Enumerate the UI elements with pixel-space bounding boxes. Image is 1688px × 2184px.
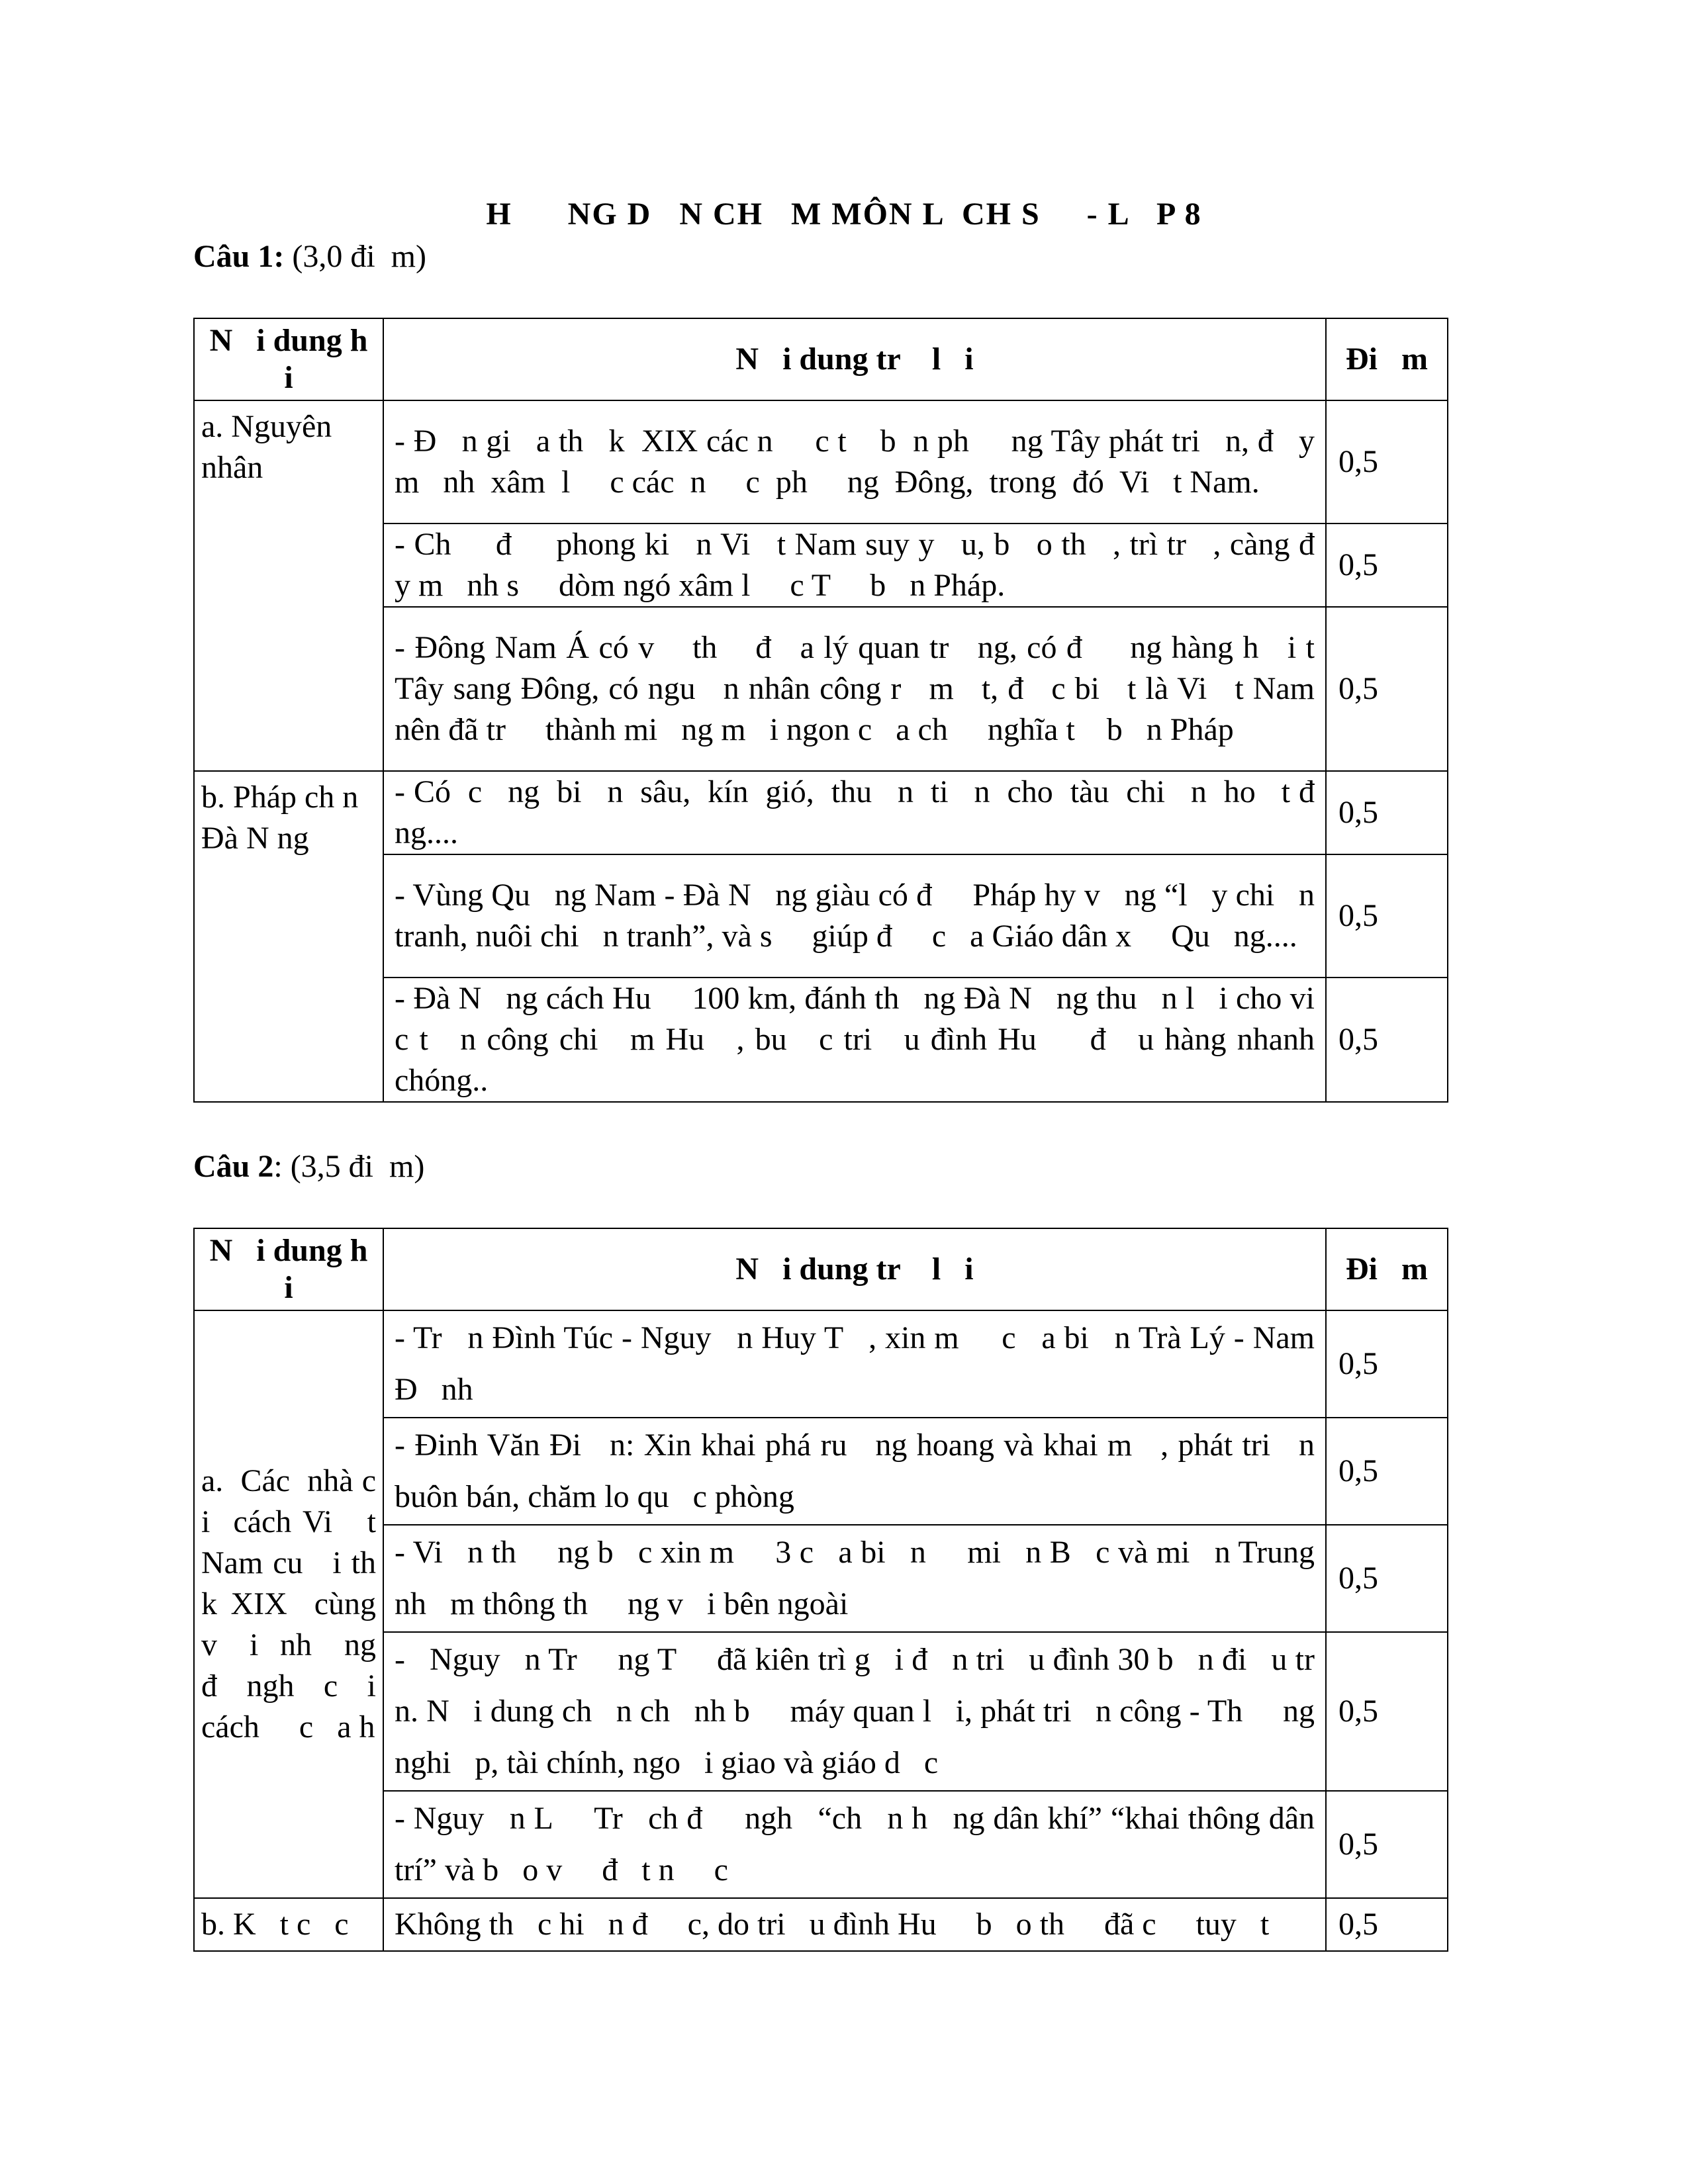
header-score: Đi m — [1326, 1228, 1448, 1310]
answer-content: - Đông Nam Á có v th đ a lý quan tr ng, có đ ng hàng h i t Tây sang Đông, có ngu n nhân công r m t, đ c bi t là Vi t Nam nên đã tr thành mi ng m i ngon c a ch nghĩa t b n Pháp — [383, 607, 1326, 771]
table-row — [194, 400, 1448, 523]
answer-content: - Vi n th ng b c xin m 3 c a bi n mi n B c và mi n Trung nh m thông th ng v i bên ngoài — [383, 1525, 1326, 1632]
answer-score: 0,5 — [1326, 400, 1448, 523]
answer-content: - Đà N ng cách Hu 100 km, đánh th ng Đà N ng thu n l i cho vi c t n công chi m Hu , bu c tri u đình Hu đ u hàng nhanh chóng.. — [383, 978, 1326, 1102]
answer-score: 0,5 — [1326, 1791, 1448, 1898]
question-2-table — [193, 1228, 1448, 1952]
question-1-label: Câu 1: — [193, 239, 285, 274]
answer-score: 0,5 — [1326, 978, 1448, 1102]
answer-score: 0,5 — [1326, 1310, 1448, 1418]
answer-score: 0,5 — [1326, 854, 1448, 978]
answer-score: 0,5 — [1326, 523, 1448, 607]
category-cause: a. Nguyên nhân — [194, 400, 383, 771]
question-1-points: (3,0 đi m) — [284, 239, 426, 274]
answer-content: - Nguy n Tr ng T đã kiên trì g i đ n tri u đình 30 b n đi u tr n. N i dung ch n ch nh b máy quan l i, phát tri n công - Th ng nghi p, tài chính, ngo i giao và giáo d c — [383, 1632, 1326, 1791]
header-question-content: N i dung h i — [194, 1228, 383, 1310]
answer-content: - Tr n Đình Túc - Nguy n Huy T , xin m c a bi n Trà Lý - Nam Đ nh — [383, 1310, 1326, 1418]
answer-content: - Có c ng bi n sâu, kín gió, thu n ti n cho tàu chi n ho t đ ng.... — [383, 771, 1326, 854]
table-header-row — [194, 318, 1448, 400]
table-row — [194, 1310, 1448, 1418]
header-question-content: N i dung h i — [194, 318, 383, 400]
question-1-table — [193, 318, 1448, 1103]
question-1-heading — [193, 238, 426, 275]
answer-content: Không th c hi n đ c, do tri u đình Hu b o th đã c tuy t — [383, 1898, 1326, 1951]
answer-content: - Ch đ phong ki n Vi t Nam suy y u, b o th , trì tr , càng đ y m nh s dòm ngó xâm l c T b n Pháp. — [383, 523, 1326, 607]
table-row — [194, 1898, 1448, 1951]
question-2-points: : (3,5 đi m) — [273, 1149, 425, 1184]
header-answer-content: N i dung tr l i — [383, 1228, 1326, 1310]
category-result: b. K t c c — [194, 1898, 383, 1951]
table-header-row — [194, 1228, 1448, 1310]
category-reformers: a. Các nhà c i cách Vi t Nam cu i th k XIX cùng v i nh ng đ ngh c i cách c a h — [194, 1310, 383, 1898]
question-2-heading — [193, 1148, 424, 1185]
answer-content: - Vùng Qu ng Nam - Đà N ng giàu có đ Pháp hy v ng “l y chi n tranh, nuôi chi n tranh”, và s giúp đ c a Giáo dân x Qu ng.... — [383, 854, 1326, 978]
answer-score: 0,5 — [1326, 1525, 1448, 1632]
header-answer-content: N i dung tr l i — [383, 318, 1326, 400]
answer-content: - Đinh Văn Đi n: Xin khai phá ru ng hoang và khai m , phát tri n buôn bán, chăm lo qu c phòng — [383, 1418, 1326, 1525]
answer-score: 0,5 — [1326, 771, 1448, 854]
answer-score: 0,5 — [1326, 1898, 1448, 1951]
header-score: Đi m — [1326, 318, 1448, 400]
answer-score: 0,5 — [1326, 1632, 1448, 1791]
table-row — [194, 771, 1448, 854]
question-2-label: Câu 2 — [193, 1149, 274, 1184]
answer-content: - Nguy n L Tr ch đ ngh “ch n h ng dân khí” “khai thông dân trí” và b o v đ t n c — [383, 1791, 1326, 1898]
page-title: H NG D N CH M MÔN L CH S - L P 8 — [486, 197, 1202, 232]
answer-content: - Đ n gi a th k XIX các n c t b n ph ng Tây phát tri n, đ y m nh xâm l c các n c ph ng Đông, trong đó Vi t Nam. — [383, 400, 1326, 523]
answer-score: 0,5 — [1326, 607, 1448, 771]
answer-score: 0,5 — [1326, 1418, 1448, 1525]
category-why-danang: b. Pháp ch n Đà N ng — [194, 771, 383, 1102]
